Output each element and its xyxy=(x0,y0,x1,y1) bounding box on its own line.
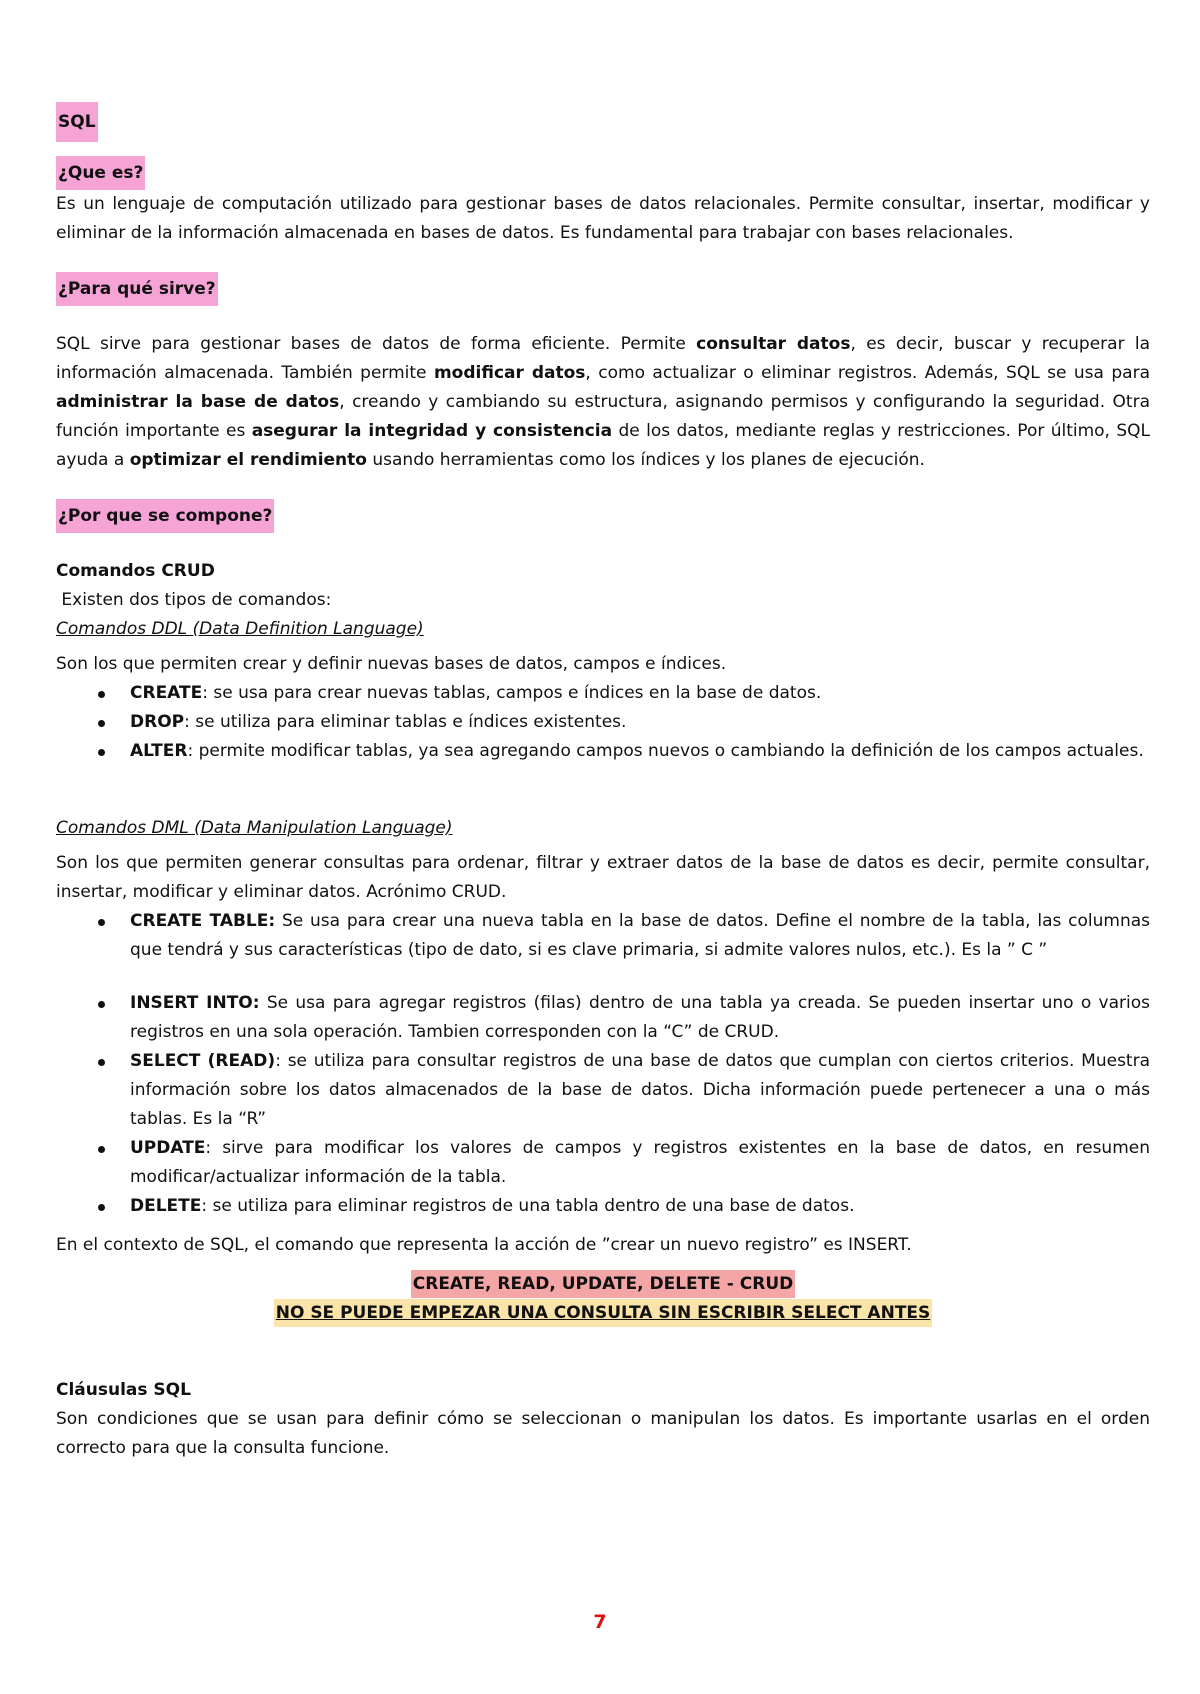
list-item: CREATE: se usa para crear nuevas tablas, campos e índices en la base de datos. xyxy=(130,679,1150,708)
text-run: usando herramientas como los índices y los planes de ejecución. xyxy=(366,450,925,470)
bold-run: optimizar el rendimiento xyxy=(129,450,367,470)
section-title-que-es: ¿Que es? xyxy=(56,156,145,190)
ddl-list xyxy=(56,679,1150,766)
list-item: UPDATE: sirve para modificar los valores de campos y registros existentes en la base de datos, en resumen modificar/actualizar información de la tabla. xyxy=(130,1134,1150,1192)
document-page xyxy=(56,102,1150,1463)
bold-run: consultar datos xyxy=(696,334,851,354)
que-es-paragraph: Es un lenguaje de computación utilizado para gestionar bases de datos relacionales. Permite consultar, insertar, modificar y eliminar de la información almacenada en bases de datos. Es fundamental para trabajar con bases relacionales. xyxy=(56,194,1150,243)
list-item: CREATE TABLE: Se usa para crear una nueva tabla en la base de datos. Define el nombre de la tabla, las columnas que tendrá y sus características (tipo de dato, si es clave primaria, si admite valores nulos, etc.). Es la ” C ” xyxy=(130,907,1150,965)
dml-list xyxy=(56,907,1150,1221)
clausulas-heading: Cláusulas SQL xyxy=(56,1380,191,1400)
bold-run: modificar datos xyxy=(433,363,586,383)
ddl-title: Comandos DDL (Data Definition Language) xyxy=(56,619,424,639)
list-item: ALTER: permite modificar tablas, ya sea agregando campos nuevos o cambiando la definición de los campos actuales. xyxy=(130,737,1150,766)
page-number: 7 xyxy=(593,1611,607,1633)
section-title-compone: ¿Por que se compone? xyxy=(56,499,274,533)
crud-heading: Comandos CRUD xyxy=(56,561,215,581)
crud-banner: CREATE, READ, UPDATE, DELETE - CRUD xyxy=(411,1270,796,1298)
section-title-para-que: ¿Para qué sirve? xyxy=(56,272,218,306)
list-item: DROP: se utiliza para eliminar tablas e índices existentes. xyxy=(130,708,1150,737)
text-run: , como actualizar o eliminar registros. Además, SQL se usa para xyxy=(585,363,1150,383)
dml-title: Comandos DML (Data Manipulation Language) xyxy=(56,818,453,838)
list-item: DELETE: se utiliza para eliminar registros de una tabla dentro de una base de datos. xyxy=(130,1192,1150,1221)
list-item: INSERT INTO: Se usa para agregar registros (filas) dentro de una tabla ya creada. Se pueden insertar uno o varios registros en una sola operación. Tambien corresponden con la “C” de CRUD. xyxy=(130,989,1150,1047)
text-run: de los datos, mediante reglas y restricciones. Por último, SQL ayuda a xyxy=(56,421,1150,470)
para-que-paragraph xyxy=(56,330,1150,475)
ddl-intro: Son los que permiten crear y definir nuevas bases de datos, campos e índices. xyxy=(56,654,727,674)
context-text: En el contexto de SQL, el comando que representa la acción de ”crear un nuevo registro” es INSERT. xyxy=(56,1235,912,1255)
text-run: SQL sirve para gestionar bases de datos de forma eficiente. Permite xyxy=(56,334,697,354)
text-run: , es decir, buscar y recuperar la información almacenada. También permite xyxy=(56,334,1151,383)
bold-run: asegurar la integridad y consistencia xyxy=(251,421,613,441)
types-text: Existen dos tipos de comandos: xyxy=(56,590,332,610)
clausulas-paragraph: Son condiciones que se usan para definir cómo se seleccionan o manipulan los datos. Es importante usarlas en el orden correcto para que la consulta funcione. xyxy=(56,1409,1150,1458)
select-banner: NO SE PUEDE EMPEZAR UNA CONSULTA SIN ESCRIBIR SELECT ANTES xyxy=(274,1299,933,1327)
page-title: SQL xyxy=(56,102,98,142)
dml-intro: Son los que permiten generar consultas para ordenar, filtrar y extraer datos de la base de datos es decir, permite consultar, insertar, modificar y eliminar datos. Acrónimo CRUD. xyxy=(56,853,1150,902)
bold-run: administrar la base de datos xyxy=(56,392,340,412)
list-item: SELECT (READ): se utiliza para consultar registros de una base de datos que cumplan con ciertos criterios. Muestra información sobre los datos almacenados de la base de datos. Dicha información puede pertenecer a una o más tablas. Es la “R” xyxy=(130,1047,1150,1134)
text-run: , creando y cambiando su estructura, asignando permisos y configurando la seguridad. Otra función importante es xyxy=(56,392,1150,441)
